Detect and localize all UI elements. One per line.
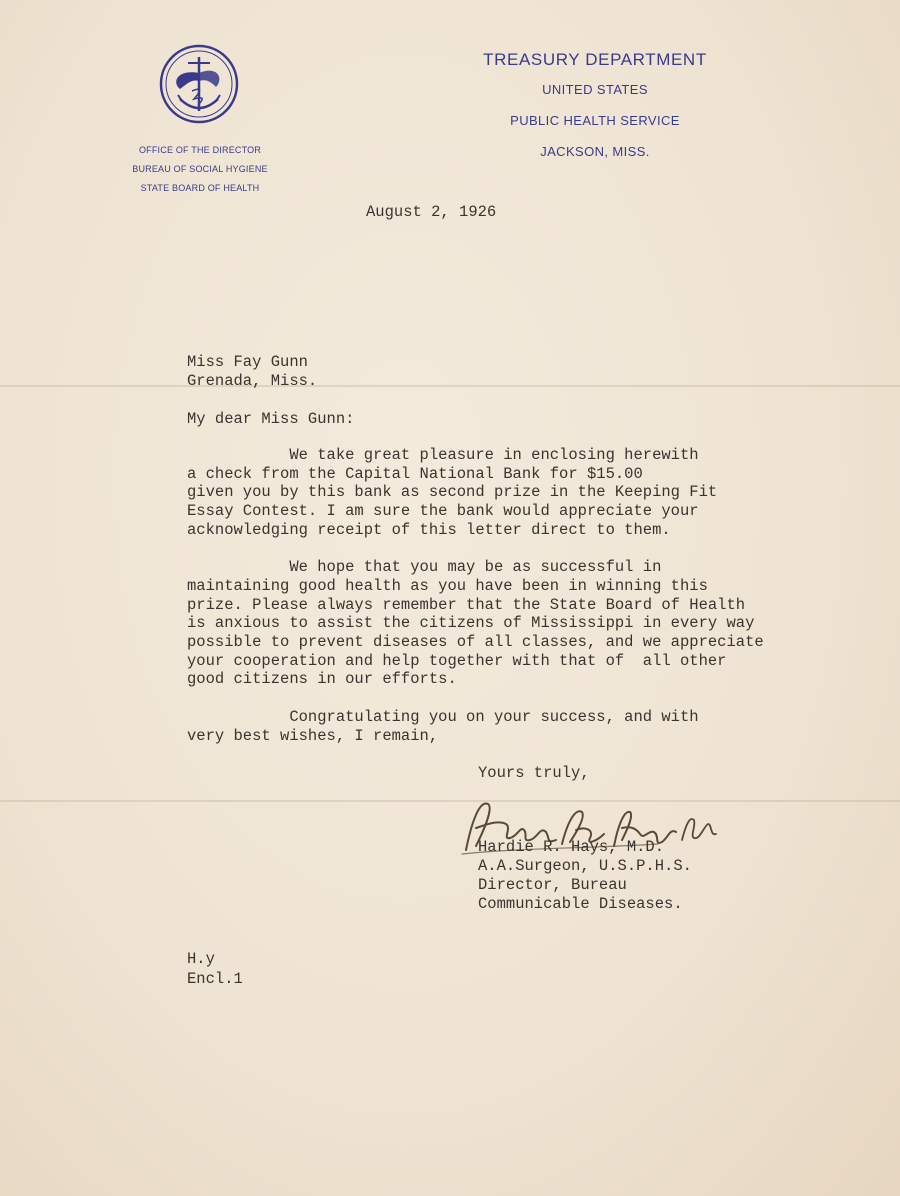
paragraph-line: good citizens in our efforts. (187, 670, 457, 688)
public-health-seal-icon (158, 43, 240, 125)
paragraph-line: maintaining good health as you have been in winning this (187, 577, 708, 595)
department-name: TREASURY DEPARTMENT (483, 50, 707, 69)
office-of-director-block (110, 141, 290, 198)
salutation: My dear Miss Gunn: (187, 410, 355, 428)
paragraph-line: very best wishes, I remain, (187, 727, 439, 745)
location: JACKSON, MISS. (540, 144, 650, 159)
office-line: BUREAU OF SOCIAL HYGIENE (132, 164, 268, 174)
signer-title: A.A.Surgeon, U.S.P.H.S. (478, 857, 692, 875)
paragraph-line: a check from the Capital National Bank for $15.00 (187, 465, 643, 483)
service-name: PUBLIC HEALTH SERVICE (510, 113, 680, 128)
signer-title: Communicable Diseases. (478, 895, 683, 913)
paragraph-line: your cooperation and help together with that of all other (187, 652, 727, 670)
paragraph-line: We hope that you may be as successful in (187, 558, 662, 576)
paragraph-line: is anxious to assist the citizens of Mississippi in every way (187, 614, 755, 632)
department-heading (440, 48, 750, 161)
office-line: OFFICE OF THE DIRECTOR (138, 145, 262, 155)
paragraph-line: possible to prevent diseases of all classes, and we appreciate (187, 633, 764, 651)
enclosure-note: Encl.1 (187, 970, 243, 988)
office-line: STATE BOARD OF HEALTH (140, 183, 260, 193)
country-name: UNITED STATES (542, 82, 648, 97)
paragraph-line: acknowledging receipt of this letter direct to them. (187, 521, 671, 539)
letter-date: August 2, 1926 (366, 203, 497, 221)
closing: Yours truly, (478, 764, 590, 782)
recipient-address: Grenada, Miss. (187, 372, 318, 390)
paragraph-line: prize. Please always remember that the State Board of Health (187, 596, 746, 614)
fold-line (0, 385, 900, 387)
paragraph-line: Essay Contest. I am sure the bank would appreciate your (187, 502, 699, 520)
paragraph-line: Congratulating you on your success, and with (187, 708, 699, 726)
fold-line (0, 800, 900, 802)
paragraph-line: We take great pleasure in enclosing herewith (187, 446, 699, 464)
recipient-name: Miss Fay Gunn (187, 353, 308, 371)
signer-name: Hardie R. Hays, M.D. (478, 838, 665, 856)
paragraph-line: given you by this bank as second prize in the Keeping Fit (187, 483, 718, 501)
signer-title: Director, Bureau (478, 876, 627, 894)
typist-initials: H.y (187, 950, 215, 968)
